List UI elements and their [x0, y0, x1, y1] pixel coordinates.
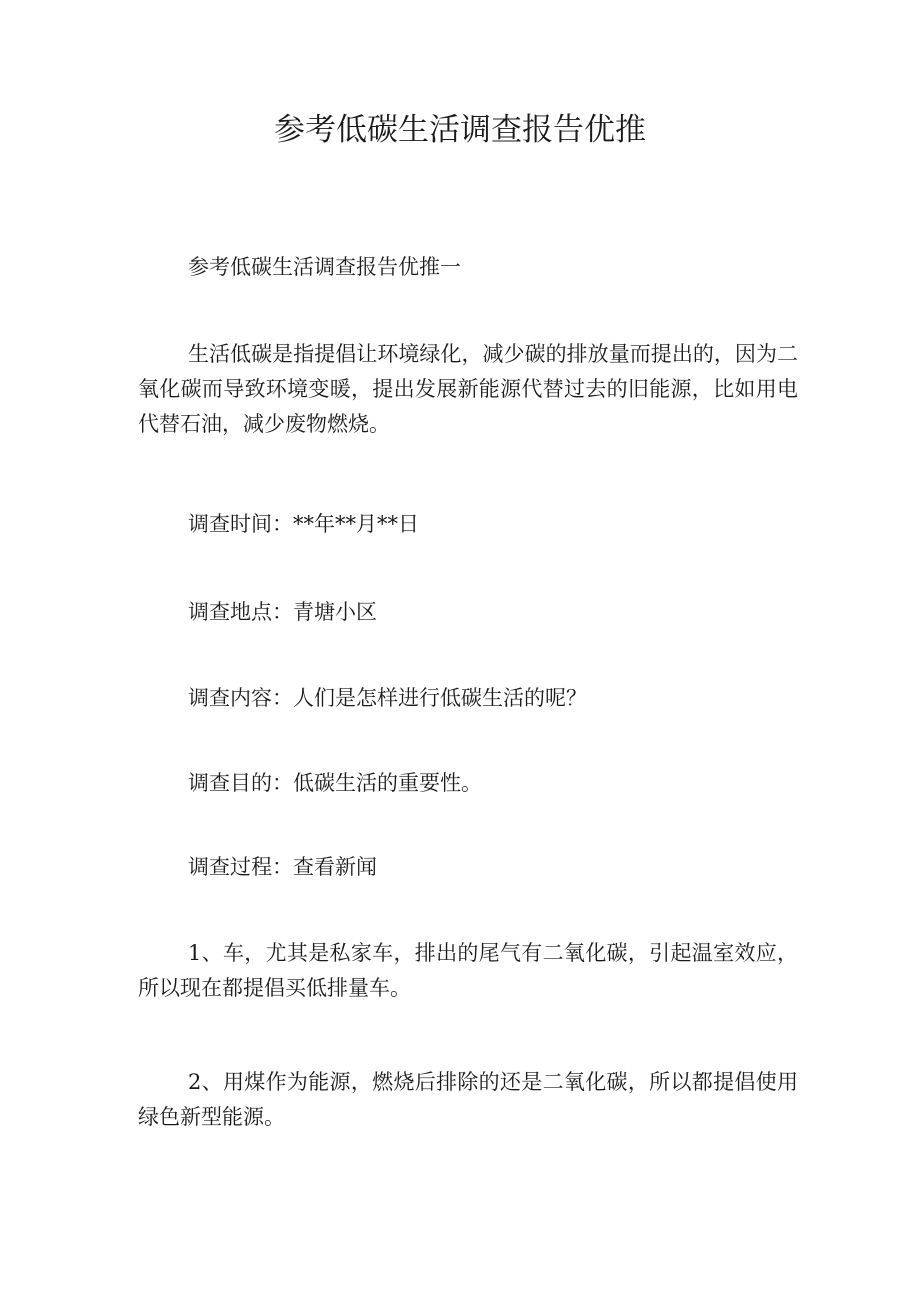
- survey-content: 调查内容：人们是怎样进行低碳生活的呢？: [188, 686, 587, 710]
- section-heading: 参考低碳生活调查报告优推一: [188, 255, 461, 279]
- survey-process: 调查过程：查看新闻: [188, 855, 377, 879]
- survey-time: 调查时间：**年**月**日: [188, 512, 419, 536]
- intro-paragraph: 生活低碳是指提倡让环境绿化，减少碳的排放量而提出的，因为二氧化碳而导致环境变暖，提出发展新能源代替过去的旧能源，比如用电代替石油，减少废物燃烧。: [138, 342, 798, 436]
- survey-purpose: 调查目的：低碳生活的重要性。: [188, 771, 482, 795]
- list-item: 1、车，尤其是私家车，排出的尾气有二氧化碳，引起温室效应，所以现在都提倡买低排量车。: [138, 941, 798, 1000]
- list-item: 2、用煤作为能源，燃烧后排除的还是二氧化碳，所以都提倡使用绿色新型能源。: [138, 1070, 798, 1129]
- survey-place: 调查地点：青塘小区: [188, 600, 377, 624]
- document-title: 参考低碳生活调查报告优推: [274, 112, 646, 148]
